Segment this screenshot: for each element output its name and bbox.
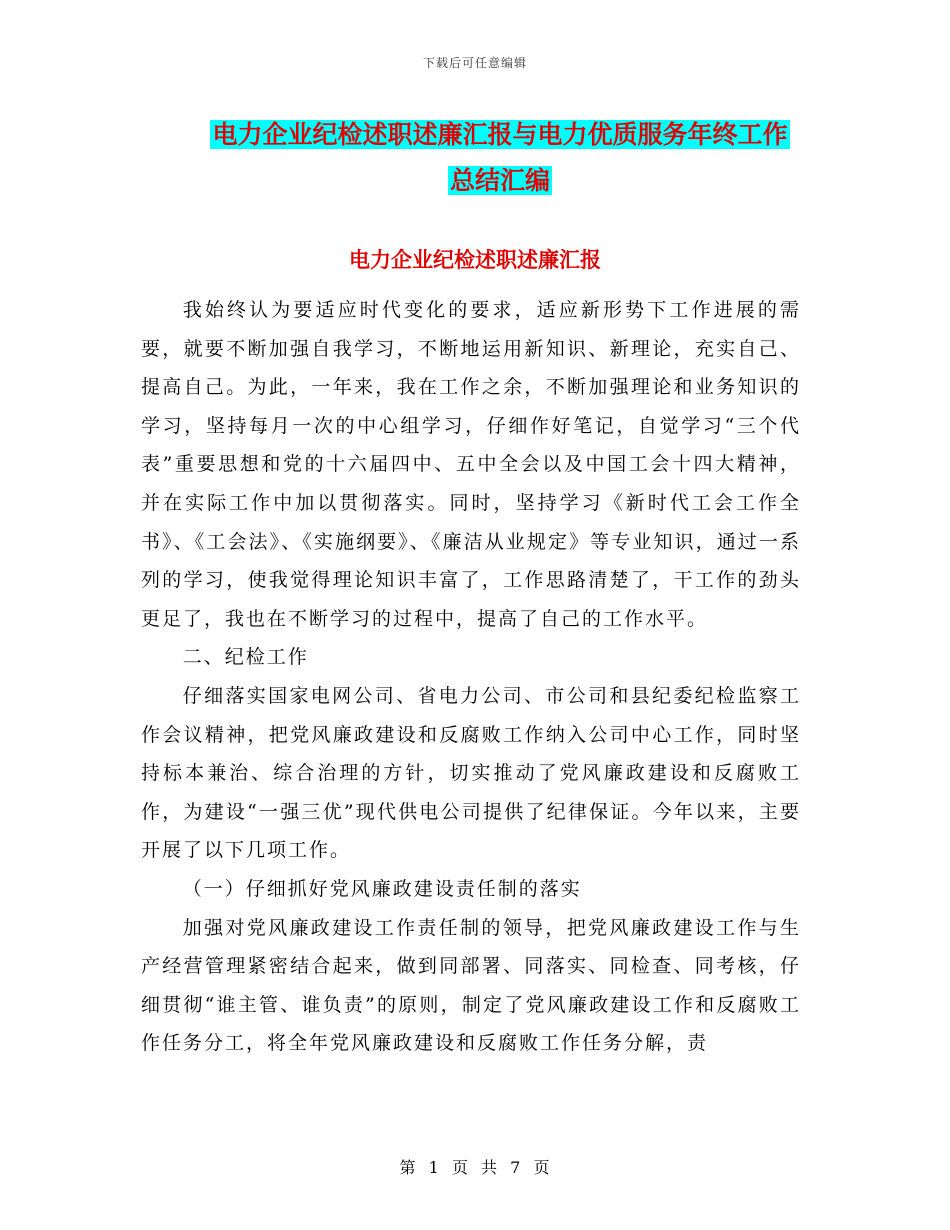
footer-suffix: 页	[533, 1158, 551, 1177]
title-line-1: 电力企业纪检述职述廉汇报与电力优质服务年终工作	[212, 120, 788, 149]
footer-middle: 页	[451, 1158, 469, 1177]
total-pages-number: 7	[510, 1158, 522, 1177]
section-title: 电力企业纪检述职述廉汇报	[349, 247, 601, 272]
section-heading: 二、纪检工作	[182, 646, 309, 669]
current-page-number: 1	[428, 1158, 440, 1177]
paragraph: 仔细落实国家电网公司、省电力公司、市公司和县纪委纪检监察工作会议精神，把党风廉政建设和反腐败工作纳入公司中心工作，同时坚持标本兼治、综合治理的方针，切实推动了党风廉政建设和反腐败工作，为建设“一强三优”现代供电公司提供了纪律保证。今年以来，主要开展了以下几项工作。	[141, 684, 801, 862]
subsection-heading: （一）仔细抓好党风廉政建设责任制的落实	[182, 877, 582, 900]
title-line-2: 总结汇编	[449, 166, 550, 195]
paragraph: 我始终认为要适应时代变化的要求，适应新形势下工作进展的需要，就要不断加强自我学习，不断地运用新知识、新理论，充实自己、提高自己。为此，一年来，我在工作之余，不断加强理论和业务知识的学习，坚持每月一次的中心组学习，仔细作好笔记，自觉学习“三个代表”重要思想和党的十六届四中、五中全会以及中国工会十四大精神，并在实际工作中加以贯彻落实。同时，坚持学习《新时代工会工作全书》、《工会法》、《实施纲要》、《廉洁从业规定》等专业知识，通过一系列的学习，使我觉得理论知识丰富了，工作思路清楚了，干工作的劲头更足了，我也在不断学习的过程中，提高了自己的工作水平。	[141, 299, 801, 630]
document-title	[140, 112, 860, 204]
page-footer	[0, 1155, 950, 1178]
footer-total-label: 共	[481, 1158, 499, 1177]
footer-prefix: 第	[399, 1158, 417, 1177]
document-body	[141, 291, 801, 1063]
paragraph: 加强对党风廉政建设工作责任制的领导，把党风廉政建设工作与生产经营管理紧密结合起来，做到同部署、同落实、同检查、同考核，仔细贯彻“谁主管、谁负责”的原则，制定了党风廉政建设工作和反腐败工作任务分工，将全年党风廉政建设和反腐败工作任务分解，责	[141, 916, 801, 1055]
header-note: 下载后可任意编辑	[422, 56, 527, 70]
